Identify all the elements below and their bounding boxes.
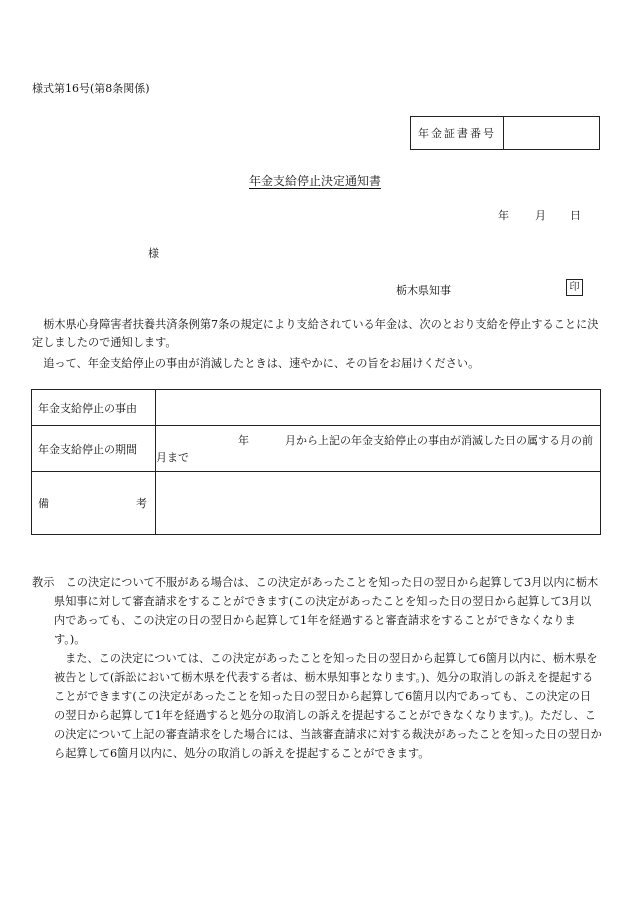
period-text: 月から上記の年金支給停止の事由が消滅した日の属する月の前月まで [156, 433, 593, 464]
certificate-number-label: 年金証書番号 [411, 117, 504, 149]
period-field[interactable] [156, 426, 601, 472]
notice-paragraph-2: また、この決定については、この決定があったことを知った日の翌日から起算して6箇月以内に、栃木県を被告として(訴訟において栃木県を代表する者は、栃木県知事となります。)、処分の取消しの訴えを提起することができます(この決定があったことを知った日の翌日から起算して6箇月以内であっても、この決定の日の翌日から起算して1年を経過すると処分の取消しの訴えを提起することができなくなります。)。ただし、この決定について上記の審査請求をした場合には、当該審査請求に対する裁決があったことを知った日の翌日から起算して6箇月以内に、処分の取消しの訴えを提起することができます。 [54, 652, 602, 760]
remarks-label-char1: 備 [38, 497, 49, 510]
reason-field[interactable] [156, 390, 601, 426]
remarks-field[interactable] [156, 472, 601, 535]
table-row [32, 390, 601, 426]
seal-mark: 印 [566, 279, 583, 296]
date-month-label: 月 [535, 209, 546, 222]
addressee-suffix: 様 [148, 247, 159, 260]
certificate-number-field[interactable] [504, 117, 599, 149]
notice-text-1: この決定について不服がある場合は、この決定があったことを知った日の翌日から起算して3月以内に栃木県知事に対して審査請求をすることができます(この決定があったことを知った日の翌日から起算して3月以内であっても、この決定の日の翌日から起算して1年を経過すると審査請求をすることができなくなります。)。 [54, 576, 599, 646]
period-year-label: 年 [238, 433, 249, 447]
reason-label: 年金支給停止の事由 [32, 390, 156, 426]
notification-body [32, 316, 600, 373]
table-row [32, 426, 601, 472]
paragraph-followup: 追って、年金支給停止の事由が消滅したときは、速やかに、その旨をお届けください。 [43, 357, 480, 370]
issuer-name: 栃木県知事 [396, 284, 451, 297]
document-title-text: 年金支給停止決定通知書 [248, 174, 381, 188]
remarks-label [32, 472, 156, 535]
period-label: 年金支給停止の期間 [32, 426, 156, 472]
date-day-label: 日 [570, 209, 581, 222]
remarks-label-char2: 考 [136, 497, 147, 510]
form-number: 様式第16号(第8条関係) [32, 82, 150, 95]
certificate-number-box [410, 116, 600, 150]
paragraph-main: 栃木県心身障害者扶養共済条例第7条の規定により支給されている年金は、次のとおり支給を停止することに決定しましたので通知します。 [32, 318, 599, 349]
notice-paragraph-1 [32, 573, 602, 649]
suspension-details-table [31, 389, 601, 535]
instruction-notice [32, 573, 602, 763]
table-row [32, 472, 601, 535]
document-title [0, 172, 630, 189]
date-year-label: 年 [498, 209, 509, 222]
notice-heading: 教示 [32, 576, 55, 589]
